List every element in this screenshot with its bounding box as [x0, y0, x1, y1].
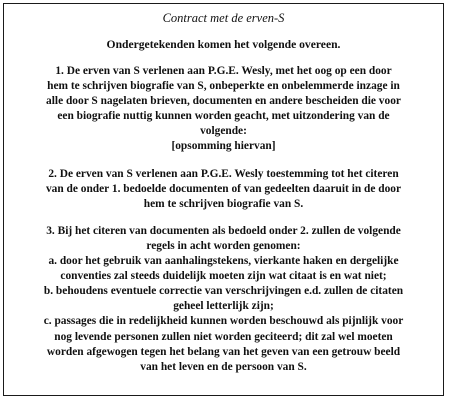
- article-line: b. behoudens eventuele correctie van verschrijvingen e.d. zullen de citaten: [43, 285, 404, 298]
- article-line: geheel letterlijk zijn;: [173, 300, 274, 313]
- article-line: van het leven en de persoon van S.: [140, 360, 307, 373]
- article-line: nog levende personen zullen niet worden geciteerd; dit zal wel moeten: [54, 330, 393, 343]
- article-1: [10, 64, 437, 155]
- contract-title: Contract met de erven-S: [162, 11, 285, 25]
- article-line: 2. De erven van S verlenen aan P.G.E. Wesly toestemming tot het citeren: [48, 167, 399, 180]
- article-line: hem te schrijven biografie van S, onbeperkte en onbelemmerde inzage in: [47, 80, 400, 93]
- contract-intro: Ondergetekenden komen het volgende overeen.: [106, 38, 341, 51]
- article-2: [10, 167, 437, 212]
- article-line: worden afgewogen tegen het belang van het geven van een getrouw beeld: [46, 345, 401, 358]
- article-line: c. passages die in redelijkheid kunnen worden beschouwd als pijnlijk voor: [43, 315, 404, 328]
- contract-document: [3, 3, 444, 396]
- article-line: een biografie nuttig kunnen worden geacht, met uitzondering van de: [57, 110, 390, 123]
- article-line: van de onder 1. bedoelde documenten of van gedeelten daaruit in de door: [45, 182, 402, 195]
- article-line: 3. Bij het citeren van documenten als bedoeld onder 2. zullen de volgende: [46, 224, 401, 237]
- article-3: [10, 224, 437, 375]
- article-line: conventies zal steeds duidelijk moeten zijn wat citaat is en wat niet;: [60, 270, 387, 283]
- article-line: regels in acht worden genomen:: [146, 239, 301, 252]
- article-line: alle door S nagelaten brieven, documenten en andere bescheiden die voor: [46, 95, 401, 108]
- article-line: a. door het gebruik van aanhalingstekens, vierkante haken en dergelijke: [48, 255, 399, 268]
- article-line: 1. De erven van S verlenen aan P.G.E. Wesly, met het oog op een door: [55, 65, 392, 77]
- article-line: [opsomming hiervan]: [171, 140, 276, 153]
- article-line: hem te schrijven biografie van S.: [143, 197, 304, 210]
- article-line: volgende:: [200, 125, 247, 138]
